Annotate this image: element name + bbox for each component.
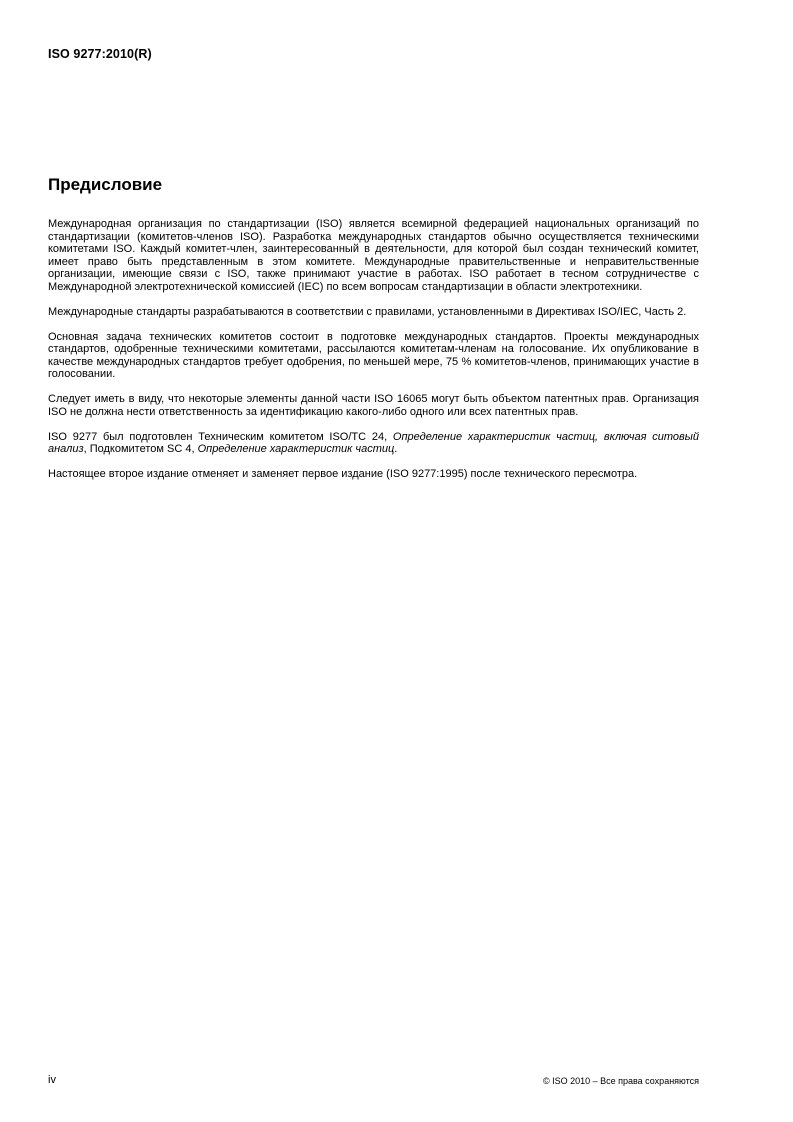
paragraph-5: [48, 431, 699, 456]
paragraph-5-text-1: ISO 9277 был подготовлен Техническим комитетом ISO/TC 24,: [48, 430, 393, 443]
paragraph-6: Настоящее второе издание отменяет и заменяет первое издание (ISO 9277:1995) после технического пересмотра.: [48, 468, 638, 481]
document-id: ISO 9277:2010(R): [48, 47, 152, 61]
paragraph-3: Основная задача технических комитетов состоит в подготовке международных стандартов. Проекты международных стандартов, одобренные техническими комитетами, рассылаются комитетам-членам на голосование. Их опубликование в качестве международных стандартов требует одобрения, по меньшей мере, 75 % комитетов-членов, принимающих участие в голосовании.: [48, 330, 699, 381]
paragraph-5-italic-1: Определение характеристик частиц, включая ситовый анализ: [48, 430, 699, 456]
foreword-body: [48, 218, 699, 481]
paragraph-5-italic-2: Определение характеристик частиц: [197, 443, 395, 456]
paragraph-2: Международные стандарты разрабатываются в соответствии с правилами, установленными в Директивах ISO/IEC, Часть 2.: [48, 305, 687, 318]
copyright-notice: © ISO 2010 – Все права сохраняются: [542, 1076, 699, 1086]
paragraph-5-text-2: , Подкомитетом SC 4,: [83, 443, 198, 456]
paragraph-5-text-3: .: [394, 443, 398, 456]
paragraph-1: Международная организация по стандартизации (ISO) является всемирной федерацией национальных организаций по стандартизации (комитетов-членов ISO). Разработка международных стандартов обычно осуществляется техническими комитетами ISO. Каждый комитет-член, заинтересованный в деятельности, для которой был создан технический комитет, имеет право быть представленным в этом комитете. Международные правительственные и неправительственные организации, имеющие связи с ISO, также принимают участие в работах. ISO работает в тесном сотрудничестве с Международной электротехнической комиссией (IEC) по всем вопросам стандартизации в области электротехники.: [48, 218, 699, 293]
page-number: iv: [48, 1074, 56, 1086]
page-title: Предисловие: [48, 175, 163, 194]
paragraph-4: Следует иметь в виду, что некоторые элементы данной части ISO 16065 могут быть объектом патентных прав. Организация ISO не должна нести ответственность за идентификацию какого-либо одного или всех патентных прав.: [48, 393, 699, 418]
